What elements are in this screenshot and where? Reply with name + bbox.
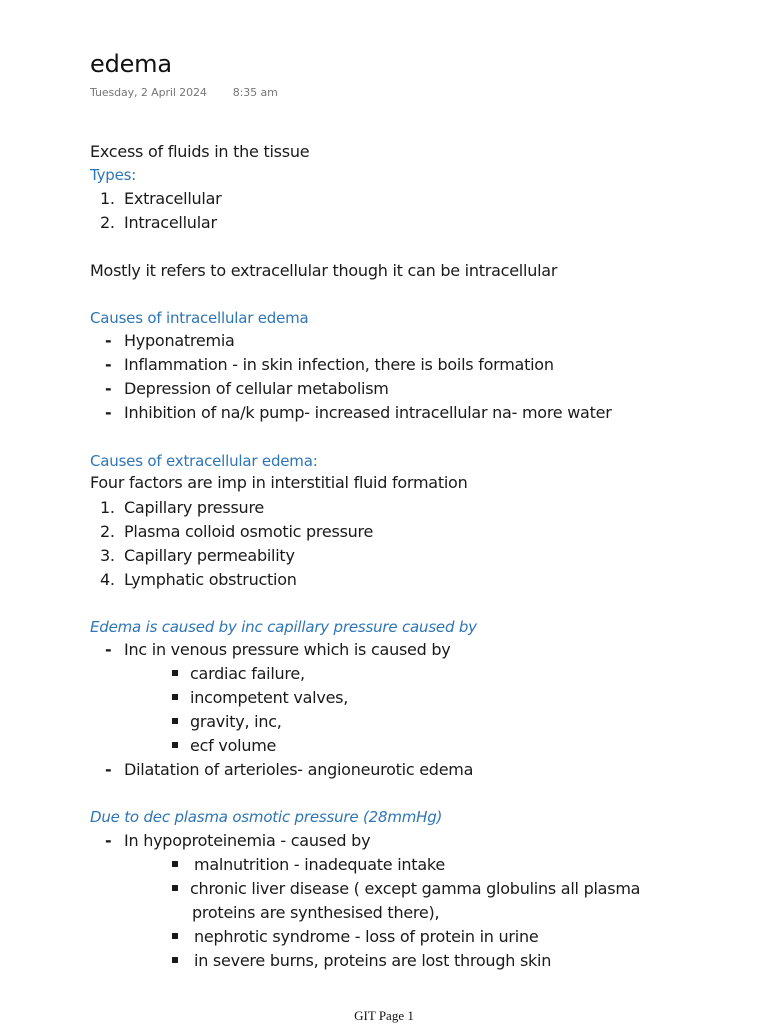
page-title: edema bbox=[90, 50, 172, 78]
list-item: - Inflammation - in skin infection, there is boils formation bbox=[105, 355, 554, 374]
list-item: 1. Capillary pressure bbox=[100, 498, 265, 517]
definition-text: Excess of fluids in the tissue bbox=[90, 142, 310, 161]
page-footer: GIT Page 1 bbox=[354, 1008, 414, 1023]
list-item: chronic liver disease ( except gamma globulins all plasma bbox=[172, 878, 640, 900]
list-item: malnutrition - inadequate intake bbox=[172, 854, 445, 876]
note-date: Tuesday, 2 April 2024 bbox=[90, 86, 207, 99]
list-item: nephrotic syndrome - loss of protein in urine bbox=[172, 926, 538, 948]
note-timestamp bbox=[90, 86, 278, 99]
list-item: 2. Intracellular bbox=[100, 213, 217, 232]
list-item: - Inc in venous pressure which is caused by bbox=[105, 640, 451, 659]
types-heading: Types: bbox=[90, 166, 137, 184]
list-item: - Dilatation of arterioles- angioneurotic edema bbox=[105, 760, 474, 779]
list-item: ecf volume bbox=[172, 735, 276, 757]
list-item: - Depression of cellular metabolism bbox=[105, 379, 389, 398]
list-item: 2. Plasma colloid osmotic pressure bbox=[100, 522, 374, 541]
section-heading: Causes of intracellular edema bbox=[90, 309, 309, 327]
list-item: in severe burns, proteins are lost through skin bbox=[172, 950, 551, 972]
list-item-continuation: proteins are synthesised there), bbox=[192, 903, 440, 922]
list-item: 1. Extracellular bbox=[100, 189, 222, 208]
list-item: - In hypoproteinemia - caused by bbox=[105, 831, 371, 850]
body-text: Four factors are imp in interstitial fluid formation bbox=[90, 473, 468, 492]
section-heading: Edema is caused by inc capillary pressure caused by bbox=[90, 618, 477, 636]
list-item: 4. Lymphatic obstruction bbox=[100, 570, 297, 589]
note-time: 8:35 am bbox=[232, 86, 278, 99]
body-text: Mostly it refers to extracellular though it can be intracellular bbox=[90, 261, 558, 280]
list-item: cardiac failure, bbox=[172, 663, 305, 685]
section-heading: Due to dec plasma osmotic pressure (28mmHg) bbox=[90, 808, 443, 826]
list-item: gravity, inc, bbox=[172, 711, 282, 733]
list-item: incompetent valves, bbox=[172, 687, 348, 709]
section-heading: Causes of extracellular edema: bbox=[90, 452, 318, 470]
list-item: 3. Capillary permeability bbox=[100, 546, 295, 565]
list-item: - Hyponatremia bbox=[105, 331, 235, 350]
list-item: - Inhibition of na/k pump- increased intracellular na- more water bbox=[105, 403, 612, 422]
